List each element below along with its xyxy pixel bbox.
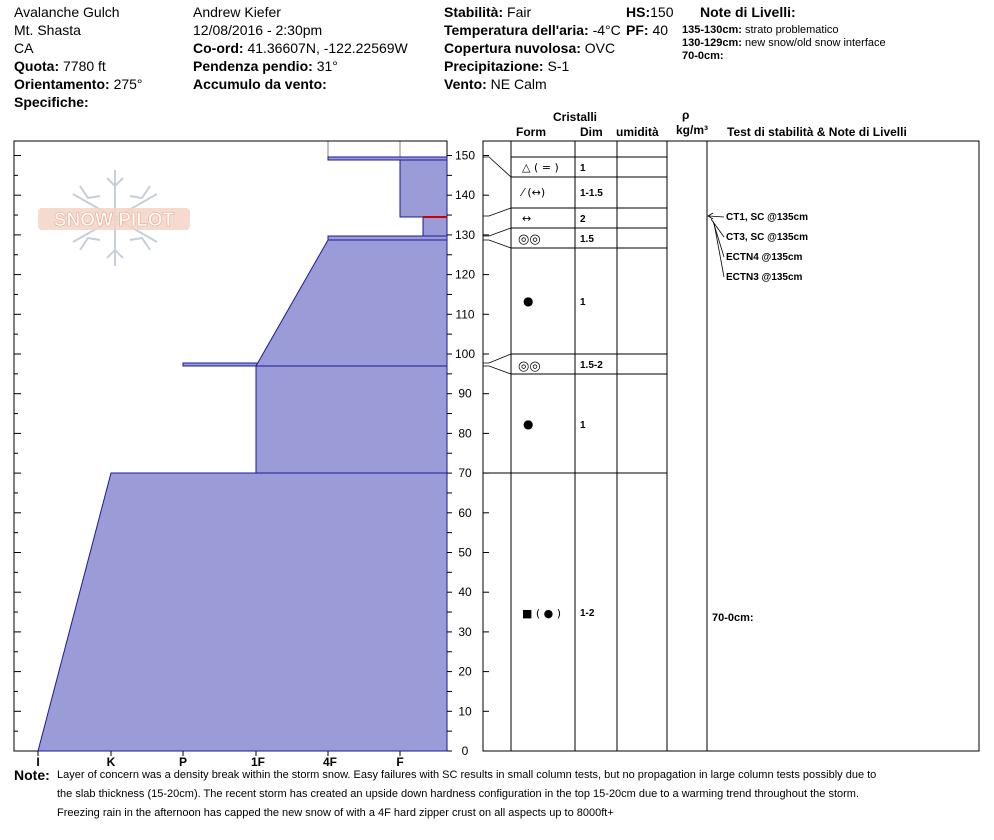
height-label-70: 70 xyxy=(458,466,472,481)
hs-label: HS: xyxy=(626,4,651,20)
dim-layer-5: 1 xyxy=(580,297,586,308)
layer-note-1-text: strato problematico xyxy=(745,24,839,36)
height-axis xyxy=(455,149,475,759)
test-ct1: CT1, SC @135cm xyxy=(726,212,809,223)
pf-label: PF: xyxy=(626,22,649,38)
stability-value: Fair xyxy=(507,4,532,20)
stability-tests xyxy=(712,212,808,624)
connector-98 xyxy=(483,354,511,363)
pf-value: 40 xyxy=(652,22,669,38)
location: Avalanche Gulch xyxy=(14,4,120,20)
table-height-ticks xyxy=(483,156,489,752)
hardness-layer-129-98 xyxy=(256,240,447,366)
height-label-80: 80 xyxy=(458,426,472,441)
connector-149 xyxy=(483,157,511,177)
slope-value: 31° xyxy=(316,58,338,74)
test-ectn3: ECTN3 @135cm xyxy=(726,272,803,283)
specifics-label: Specifiche: xyxy=(14,94,89,110)
air-temp-label: Temperatura dell'aria: xyxy=(444,22,589,38)
elevation-label: Quota: xyxy=(14,58,60,74)
form-layer-1: △ ( = ) xyxy=(522,161,559,174)
layer-connectors xyxy=(483,157,511,374)
form-layer-7: ● xyxy=(523,417,534,431)
aspect-value: 275° xyxy=(113,76,143,92)
coord-label: Co-ord: xyxy=(193,40,244,56)
observer: Andrew Kiefer xyxy=(193,4,281,20)
connector-97 xyxy=(483,366,511,374)
height-label-110: 110 xyxy=(455,307,475,322)
dim-layer-6: 1.5-2 xyxy=(580,360,603,371)
elevation-value: 7780 ft xyxy=(63,58,106,74)
form-layer-2: ⁄ (↔) xyxy=(522,186,546,199)
form-header: Form xyxy=(516,125,546,139)
test-arrow-1 xyxy=(709,216,724,217)
layer-note-2-range: 130-129cm: xyxy=(682,37,742,49)
height-label-0: 0 xyxy=(461,744,469,758)
hardness-layer-130-129 xyxy=(328,236,447,240)
height-label-150: 150 xyxy=(454,148,476,163)
state: CA xyxy=(14,40,34,56)
hardness-layer-135-130 xyxy=(423,217,447,236)
crystal-forms xyxy=(518,161,561,620)
notes-line-2: the slab thickness (15-20cm). The recent storm has created an upside down hardness configuration in the top 15-20cm due to a warming trend throughout the storm. xyxy=(57,788,860,800)
hardness-gridlines xyxy=(328,141,400,157)
stability-label: Stabilità: xyxy=(444,4,504,20)
hs-value: 150 xyxy=(650,4,674,20)
hardness-label-4F: 4F xyxy=(322,755,338,769)
form-layer-4: ◎◎ xyxy=(518,232,541,247)
aspect-label: Orientamento: xyxy=(14,76,110,92)
tests-header: Test di stabilità & Note di Livelli xyxy=(727,125,907,139)
dim-layer-1: 1 xyxy=(580,163,586,174)
form-layer-3: ↔ xyxy=(522,212,532,225)
density-symbol: ρ xyxy=(682,108,690,122)
density-unit: kg/m³ xyxy=(676,123,709,137)
hardness-label-F: F xyxy=(396,755,404,769)
connector-129 xyxy=(483,240,511,248)
layer-note-2-text: new snow/old snow interface xyxy=(745,37,886,49)
crystal-sizes xyxy=(580,163,603,619)
wind-loading-label: Accumulo da vento: xyxy=(193,76,327,92)
test-arrow-4 xyxy=(714,223,724,277)
connector-135 xyxy=(483,208,511,216)
height-label-40: 40 xyxy=(458,585,472,600)
datetime: 12/08/2016 - 2:30pm xyxy=(193,22,323,38)
precip-label: Precipitazione: xyxy=(444,58,544,74)
wind-value: NE Calm xyxy=(490,76,547,92)
mountain: Mt. Shasta xyxy=(14,22,81,38)
height-label-130: 130 xyxy=(454,227,476,242)
form-layer-8: ■ ( ● ) xyxy=(522,607,562,620)
coord-value: 41.36607N, -122.22569W xyxy=(247,40,408,56)
form-layer-5: ● xyxy=(523,294,534,308)
crystals-header: Cristalli xyxy=(553,110,598,124)
hardness-layer-97-70 xyxy=(256,363,447,473)
height-label-120: 120 xyxy=(454,267,476,282)
height-label-20: 20 xyxy=(458,664,472,679)
hardness-label-I: I xyxy=(36,755,40,769)
dim-layer-8: 1-2 xyxy=(580,608,595,619)
precip-value: S-1 xyxy=(547,58,570,74)
cloud-label: Copertura nuvolosa: xyxy=(444,40,581,56)
wind-label: Vento: xyxy=(444,76,487,92)
layer-note-3-range: 70-0cm: xyxy=(682,50,724,62)
dim-layer-2: 1-1.5 xyxy=(580,188,603,199)
notes-line-3: Freezing rain in the afternoon has capped the new snow of with a 4F hard zipper crust on all aspects up to 8000ft+ xyxy=(57,807,614,819)
hardness-layer-70-0 xyxy=(38,473,447,751)
hardness-profile xyxy=(38,157,447,751)
height-label-50: 50 xyxy=(458,545,472,560)
hardness-layer-150-149 xyxy=(328,157,447,160)
air-temp-value: -4°C xyxy=(592,22,621,38)
test-ectn4: ECTN4 @135cm xyxy=(726,252,803,263)
height-label-140: 140 xyxy=(454,188,476,203)
height-label-10: 10 xyxy=(458,704,472,719)
hardness-label-P: P xyxy=(178,755,188,769)
cloud-value: OVC xyxy=(584,40,616,56)
moisture-header: umidità xyxy=(616,125,659,139)
form-layer-6: ◎◎ xyxy=(518,359,541,374)
layer-note-1-range: 135-130cm: xyxy=(682,24,742,36)
dim-header: Dim xyxy=(580,125,603,139)
notes-line-1: Layer of concern was a density break within the storm snow. Easy failures with SC results in small column tests, but no propagation in large column tests possibly due to xyxy=(57,769,877,781)
layer-note-70-0: 70-0cm: xyxy=(712,612,754,624)
test-ct3: CT3, SC @135cm xyxy=(726,232,809,243)
hardness-layer-149-135 xyxy=(400,160,447,217)
height-label-30: 30 xyxy=(458,624,472,639)
test-arrows xyxy=(708,213,724,277)
dim-layer-7: 1 xyxy=(580,420,586,431)
notes-label: Note: xyxy=(14,767,50,783)
hardness-label-1F: 1F xyxy=(250,755,266,769)
height-label-100: 100 xyxy=(454,347,476,361)
layer-notes-title: Note di Livelli: xyxy=(700,4,796,20)
slope-label: Pendenza pendio: xyxy=(193,58,313,74)
dim-layer-3: 2 xyxy=(580,214,586,225)
logo-text: SNOW PILOT xyxy=(53,210,175,231)
dim-layer-4: 1.5 xyxy=(580,234,594,245)
height-label-60: 60 xyxy=(458,505,472,520)
height-label-90: 90 xyxy=(458,386,472,401)
hardness-label-K: K xyxy=(106,755,116,769)
